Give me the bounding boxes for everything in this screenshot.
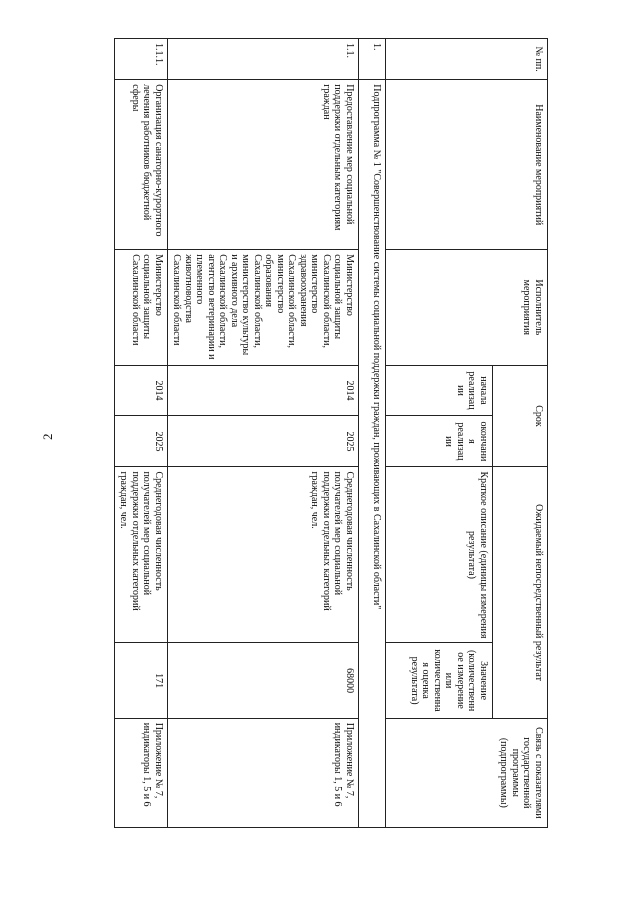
row-name: Предоставление мер социальной поддержки отдельным категориям граждан: [168, 80, 359, 250]
page-number: 2: [40, 433, 55, 440]
header-num: № пп.: [386, 39, 548, 80]
table-row: [115, 39, 168, 828]
row-start: 2014: [168, 365, 359, 416]
row-value: 171: [115, 643, 168, 718]
row-link: Приложение № 7, индикаторы 1, 5 и 6: [115, 718, 168, 827]
header-term-end: окончания реализации: [386, 416, 493, 467]
row-start: 2014: [115, 365, 168, 416]
program-row: [359, 39, 386, 828]
measures-table: [114, 38, 548, 828]
row-link: Приложение № 7, индикаторы 1, 5 и 6: [168, 718, 359, 827]
row-num: 1.1.1.: [115, 39, 168, 80]
row-desc: Среднегодовая численность получателей мер социальной поддержки отдельных категорий граждан, чел.: [168, 467, 359, 643]
header-link: Связь с показателями государственной программы (подпрограммы): [386, 718, 548, 827]
program-title: Подпрограмма № 1 "Совершенствование системы социальной поддержки граждан, проживающих в Сахалинской области": [359, 80, 386, 828]
header-term: Срок: [493, 365, 548, 467]
row-executor: Министерство социальной защиты Сахалинской области: [115, 250, 168, 365]
row-end: 2025: [115, 416, 168, 467]
header-result-value: Значение (количественное измерение или количественная оценка результата): [386, 643, 493, 718]
row-name: Организация санаторно-курортного лечения работников бюджетной сферы: [115, 80, 168, 250]
program-num: 1.: [359, 39, 386, 80]
row-desc: Среднегодовая численность получателей мер социальной поддержки отдельных категорий граждан, чел.: [115, 467, 168, 643]
table-header-row: [493, 39, 548, 828]
header-term-start: начала реализации: [386, 365, 493, 416]
row-executor: Министерство социальной защиты Сахалинской области, министерство здравоохранения Сахалинской области, министерство образования Сахалинской области, министерство культуры и архивного дела Сахалинской области, агентство ветеринарии и племенного животноводства Сахалинской области: [168, 250, 359, 365]
header-name: Наименование мероприятий: [386, 80, 548, 250]
header-result-desc: Краткое описание (единицы измерения результата): [386, 467, 493, 643]
header-executor: Исполнитель мероприятия: [386, 250, 548, 365]
row-value: 68000: [168, 643, 359, 718]
row-end: 2025: [168, 416, 359, 467]
row-num: 1.1.: [168, 39, 359, 80]
table-row: [168, 39, 359, 828]
header-result: Ожидаемый непосредственный результат: [493, 467, 548, 718]
